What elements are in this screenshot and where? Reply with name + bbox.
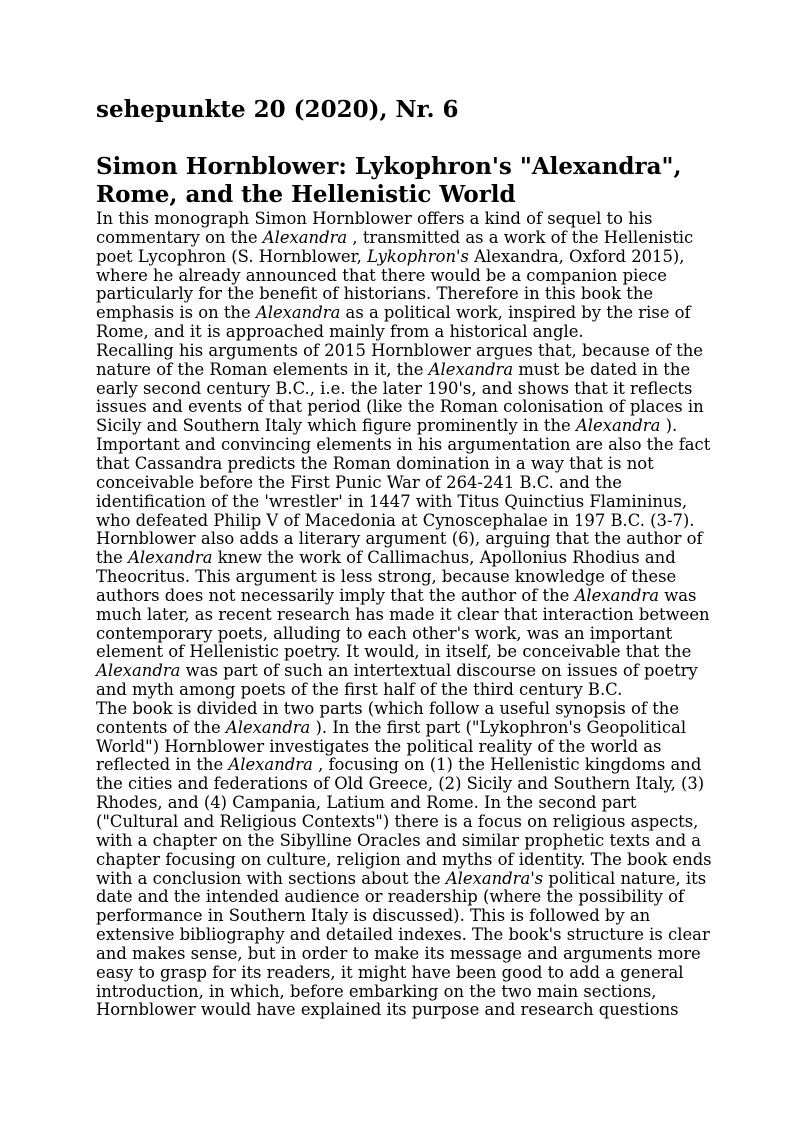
text-run: political nature, its date and the intended audience or readership (where the possibility of performance in Southern Italy is discussed). This is followed by an extensive bibliography and detailed indexes. The book's structure is clear and makes sense, but in order to make its message and arguments more easy to grasp for its readers, it might have been good to add a general introduction, in which, before embarking on the two main sections, Hornblower would have explained its purpose and research questions xyxy=(96,868,710,1020)
paragraph-structure xyxy=(96,700,716,1020)
text-run: was much later, as recent research has made it clear that interaction between contemporary poets, alluding to each other's work, was an important element of Hellenistic poetry. It would, in itself, be conceivable that the xyxy=(96,585,710,662)
journal-heading: sehepunkte 20 (2020), Nr. 6 xyxy=(96,96,459,123)
text-run: , focusing on (1) the Hellenistic kingdoms and the cities and federations of Old Greece, (2) Sicily and Southern Italy, (3) Rhodes, and (4) Campania, Latium and Rome. In the second part ("Cultural and Religious Contexts") there is a focus on religious aspects, with a chapter on the Sibylline Oracles and similar prophetic texts and a chapter focusing on culture, religion and myths of identity. The book ends with a conclusion with sections about the xyxy=(96,755,712,888)
italic-title-run: Alexandra xyxy=(574,585,660,605)
text-run: Alexandra, Oxford 2015), where he already announced that there would be a companion piece particularly for the benefit of historians. Therefore in this book the emphasis is on the xyxy=(96,246,685,323)
italic-title-run: Alexandra xyxy=(575,416,661,436)
text-run: knew the work of Callimachus, Apollonius Rhodius and Theocritus. This argument is less strong, because knowledge of these authors does not necessarily imply that the author of the xyxy=(96,548,677,605)
italic-title-run: Lykophron's xyxy=(367,246,469,266)
paragraph-intro xyxy=(96,210,716,342)
italic-title-run: Alexandra xyxy=(228,755,313,775)
text-run: must be dated in the early second century B.C., i.e. the later 190's, and shows that it reflects issues and events of that period (like the Roman colonisation of places in Sicily and Southern Italy which figure prominently in the xyxy=(96,359,704,436)
text-run: In this monograph Simon Hornblower offers a kind of sequel to his commentary on the xyxy=(96,209,653,247)
paragraph-dating xyxy=(96,342,716,700)
italic-title-run: Alexandra xyxy=(128,548,213,568)
text-run: ). Important and convincing elements in his argumentation are also the fact that Cassandra predicts the Roman domination in a way that is not conceivable before the First Punic War of 264-241 B.C. and the identification of the 'wrestler' in 1447 with Titus Quinctius Flamininus, who defeated Philip V of Macedonia at Cynoscephalae in 197 B.C. (3-7). Hornblower also adds a literary argument (6), arguing that the author of the xyxy=(96,416,711,568)
text-run: Recalling his arguments of 2015 Hornblower argues that, because of the nature of the Roman elements in it, the xyxy=(96,340,703,379)
text-run: was part of such an intertextual discourse on issues of poetry and myth among poets of the first half of the third century B.C. xyxy=(96,661,698,700)
text-run: as a political work, inspired by the rise of Rome, and it is approached mainly from a historical angle. xyxy=(96,303,691,342)
italic-title-run: Alexandra xyxy=(96,661,181,681)
review-page xyxy=(96,96,716,1020)
italic-title-run: Alexandra xyxy=(255,303,341,323)
italic-title-run: Alexandra xyxy=(225,717,311,737)
italic-title-run: Alexandra xyxy=(428,359,514,379)
text-run: , transmitted as a work of the Hellenistic poet Lycophron (S. Hornblower, xyxy=(96,227,694,266)
italic-title-run: Alexandra's xyxy=(445,868,544,888)
italic-title-run: Alexandra xyxy=(262,227,348,247)
review-title: Simon Hornblower: Lykophron's "Alexandra", Rome, and the Hellenistic World xyxy=(96,153,682,208)
text-run: The book is divided in two parts (which follow a useful synopsis of the contents of the xyxy=(96,698,680,737)
text-run: ). In the first part ("Lykophron's Geopolitical World") Hornblower investigates the political reality of the world as reflected in the xyxy=(96,717,687,775)
